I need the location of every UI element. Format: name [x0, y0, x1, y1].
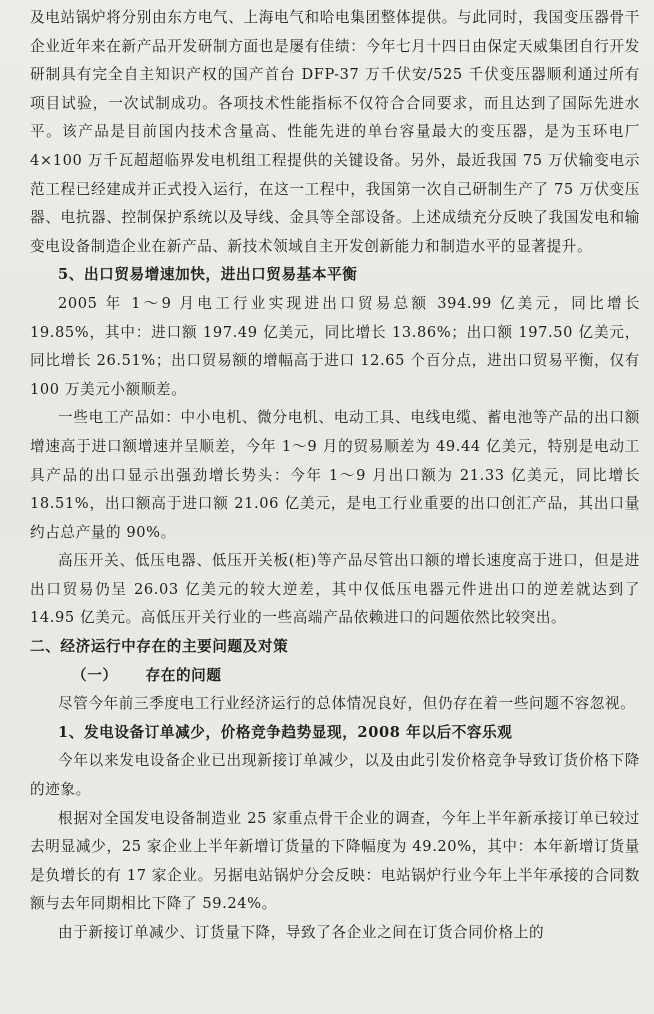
- paragraph-switchgear-deficit: 高压开关、低压电器、低压开关板(柜)等产品尽管出口额的增长速度高于进口，但是进出口贸易仍呈 26.03 亿美元的较大逆差，其中仅低压电器元件进出口的逆差就达到了 14.95 亿美元。高低压开关行业的一些高端产品依赖进口的问题依然比较突出。: [30, 552, 640, 627]
- section-heading-export-trade: 5、出口贸易增速加快，进出口贸易基本平衡: [58, 266, 358, 284]
- paragraph-export-products: 一些电工产品如：中小电机、微分电机、电动工具、电线电缆、蓄电池等产品的出口额增速高于进口额增速并呈顺差，今年 1～9 月的贸易顺差为 49.44 亿美元，特别是电动工具产品的出口显示出强劲增长势头：今年 1～9 月出口额为 21.33 亿美元，同比增长 18.51%，出口额高于进口额 21.06 亿美元，是电工行业重要的出口创汇产品，其出口量约占总产量的 90%。: [30, 409, 640, 541]
- subsection-number: （一）: [72, 666, 118, 684]
- subsection-heading-problems: [30, 662, 640, 691]
- paragraph-price-competition: 由于新接订单减少、订货量下降，导致了各企业之间在订货合同价格上的: [58, 924, 545, 941]
- paragraph-trade-totals: 2005 年 1～9 月电工行业实现进出口贸易总额 394.99 亿美元，同比增长 19.85%，其中：进口额 197.49 亿美元，同比增长 13.86%；出口额 197.50 亿美元，同比增长 26.51%；出口贸易额的增幅高于进口 12.65 个百分点，进出口贸易平衡，仅有 100 万美元小额顺差。: [30, 294, 640, 398]
- paragraph-transformer-achievements: 及电站锅炉将分别由东方电气、上海电气和哈电集团整体提供。与此同时，我国变压器骨干企业近年来在新产品开发研制方面也是屡有佳绩：今年七月十四日由保定天威集团自行开发研制具有完全自主知识产权的国产首台 DFP-37 万千伏安/525 千伏变压器顺利通过所有项目试验，一次试制成功。各项技术性能指标不仅符合合同要求，而且达到了国际先进水平。该产品是目前国内技术含量高、性能先进的单台容量最大的变压器，是为玉环电厂 4×100 万千瓦超超临界发电机组工程提供的关键设备。另外，最近我国 75 万伏输变电示范工程已经建成并正式投入运行，在这一工程中，我国第一次自己研制生产了 75 万伏变压器、电抗器、控制保护系统以及导线、金具等全部设备。上述成绩充分反映了我国发电和输变电设备制造企业在新产品、新技术领域自主开发创新能力和制造水平的显著提升。: [30, 9, 640, 255]
- paragraph-problems-intro: 尽管今年前三季度电工行业经济运行的总体情况良好，但仍存在着一些问题不容忽视。: [58, 695, 636, 713]
- paragraph-orders-signs: 今年以来发电设备企业已出现新接订单减少，以及由此引发价格竞争导致订货价格下降的迹象。: [30, 752, 640, 799]
- section-heading-main-problems: 二、经济运行中存在的主要问题及对策: [30, 638, 289, 656]
- subsection-title: 存在的问题: [145, 666, 222, 684]
- paragraph-survey-results: 根据对全国发电设备制造业 25 家重点骨干企业的调查，今年上半年新承接订单已较过去明显减少，25 家企业上半年新增订货量的下降幅度为 49.20%，其中：本年新增订货量是负增长的有 17 家企业。另据电站锅炉分会反映：电站锅炉行业今年上半年承接的合同数额与去年同期相比下降了 59.24%。: [30, 809, 640, 913]
- section-heading-orders-decline: 1、发电设备订单减少，价格竞争趋势显现，2008 年以后不容乐观: [58, 723, 513, 741]
